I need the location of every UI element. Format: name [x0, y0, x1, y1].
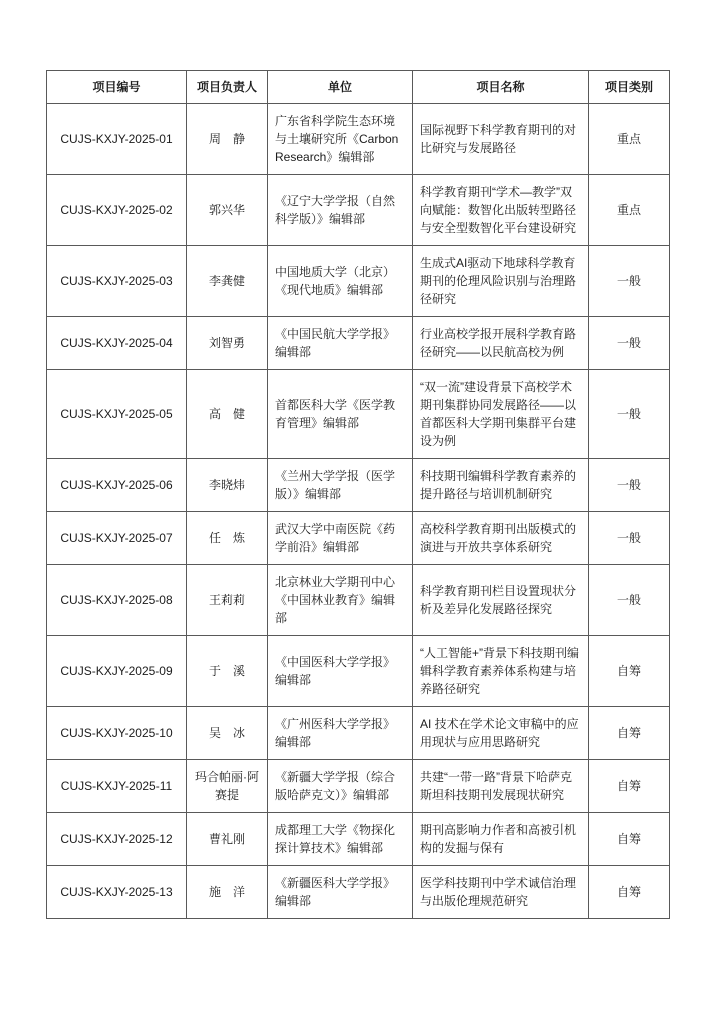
cell-project-id: CUJS-KXJY-2025-12 [47, 813, 187, 866]
cell-project-title: 高校科学教育期刊出版模式的演进与开放共享体系研究 [413, 512, 589, 565]
cell-unit: 北京林业大学期刊中心《中国林业教育》编辑部 [268, 565, 413, 636]
cell-unit: 首都医科大学《医学教育管理》编辑部 [268, 370, 413, 459]
cell-project-leader: 玛合帕丽·阿赛提 [187, 760, 268, 813]
cell-unit: 广东省科学院生态环境与土壤研究所《Carbon Research》编辑部 [268, 104, 413, 175]
table-row [47, 317, 670, 370]
cell-project-leader: 高 健 [187, 370, 268, 459]
table-row [47, 370, 670, 459]
cell-project-id: CUJS-KXJY-2025-04 [47, 317, 187, 370]
cell-project-leader: 李晓炜 [187, 459, 268, 512]
cell-unit: 《中国医科大学学报》编辑部 [268, 636, 413, 707]
cell-project-leader: 于 溪 [187, 636, 268, 707]
cell-project-leader: 吴 冰 [187, 707, 268, 760]
table-row [47, 636, 670, 707]
cell-unit: 成都理工大学《物探化探计算技术》编辑部 [268, 813, 413, 866]
header-project-title: 项目名称 [413, 71, 589, 104]
cell-project-category: 自筹 [589, 760, 670, 813]
cell-unit: 中国地质大学（北京）《现代地质》编辑部 [268, 246, 413, 317]
header-project-category: 项目类别 [589, 71, 670, 104]
cell-unit: 《辽宁大学学报（自然科学版）》编辑部 [268, 175, 413, 246]
cell-project-leader: 曹礼刚 [187, 813, 268, 866]
cell-project-leader: 任 炼 [187, 512, 268, 565]
cell-project-id: CUJS-KXJY-2025-11 [47, 760, 187, 813]
table-header-row [47, 71, 670, 104]
cell-project-id: CUJS-KXJY-2025-01 [47, 104, 187, 175]
cell-unit: 《新疆医科大学学报》编辑部 [268, 866, 413, 919]
cell-unit: 《广州医科大学学报》编辑部 [268, 707, 413, 760]
cell-project-title: 共建“一带一路”背景下哈萨克斯坦科技期刊发展现状研究 [413, 760, 589, 813]
cell-project-id: CUJS-KXJY-2025-05 [47, 370, 187, 459]
table-row [47, 104, 670, 175]
cell-project-id: CUJS-KXJY-2025-09 [47, 636, 187, 707]
cell-project-category: 一般 [589, 246, 670, 317]
table-row [47, 459, 670, 512]
cell-project-leader: 郭兴华 [187, 175, 268, 246]
table-row [47, 760, 670, 813]
cell-project-category: 自筹 [589, 707, 670, 760]
header-project-id: 项目编号 [47, 71, 187, 104]
cell-project-id: CUJS-KXJY-2025-07 [47, 512, 187, 565]
cell-unit: 《新疆大学学报（综合版哈萨克文）》编辑部 [268, 760, 413, 813]
cell-project-title: AI 技术在学术论文审稿中的应用现状与应用思路研究 [413, 707, 589, 760]
table-row [47, 175, 670, 246]
cell-project-title: 科学教育期刊栏目设置现状分析及差异化发展路径探究 [413, 565, 589, 636]
cell-project-category: 重点 [589, 104, 670, 175]
cell-project-leader: 李龚健 [187, 246, 268, 317]
cell-project-category: 一般 [589, 370, 670, 459]
cell-project-id: CUJS-KXJY-2025-10 [47, 707, 187, 760]
cell-project-title: 行业高校学报开展科学教育路径研究——以民航高校为例 [413, 317, 589, 370]
cell-project-category: 一般 [589, 459, 670, 512]
cell-project-category: 重点 [589, 175, 670, 246]
cell-project-leader: 王莉莉 [187, 565, 268, 636]
cell-project-category: 自筹 [589, 813, 670, 866]
cell-project-category: 一般 [589, 317, 670, 370]
cell-project-id: CUJS-KXJY-2025-06 [47, 459, 187, 512]
header-unit: 单位 [268, 71, 413, 104]
cell-project-title: 期刊高影响力作者和高被引机构的发掘与保有 [413, 813, 589, 866]
cell-unit: 《兰州大学学报（医学版）》编辑部 [268, 459, 413, 512]
cell-project-leader: 周 静 [187, 104, 268, 175]
cell-project-title: 国际视野下科学教育期刊的对比研究与发展路径 [413, 104, 589, 175]
cell-unit: 《中国民航大学学报》编辑部 [268, 317, 413, 370]
cell-project-category: 自筹 [589, 866, 670, 919]
project-list-table [46, 70, 670, 919]
cell-project-title: “人工智能+”背景下科技期刊编辑科学教育素养体系构建与培养路径研究 [413, 636, 589, 707]
cell-project-title: “双一流”建设背景下高校学术期刊集群协同发展路径——以首都医科大学期刊集群平台建设为例 [413, 370, 589, 459]
cell-project-title: 生成式AI驱动下地球科学教育期刊的伦理风险识别与治理路径研究 [413, 246, 589, 317]
table-row [47, 707, 670, 760]
cell-project-leader: 施 洋 [187, 866, 268, 919]
table-row [47, 512, 670, 565]
cell-unit: 武汉大学中南医院《药学前沿》编辑部 [268, 512, 413, 565]
cell-project-id: CUJS-KXJY-2025-02 [47, 175, 187, 246]
cell-project-title: 医学科技期刊中学术诚信治理与出版伦理规范研究 [413, 866, 589, 919]
cell-project-category: 一般 [589, 565, 670, 636]
cell-project-id: CUJS-KXJY-2025-03 [47, 246, 187, 317]
cell-project-title: 科学教育期刊“学术—教学”双向赋能：数智化出版转型路径与安全型数智化平台建设研究 [413, 175, 589, 246]
cell-project-leader: 刘智勇 [187, 317, 268, 370]
cell-project-id: CUJS-KXJY-2025-08 [47, 565, 187, 636]
table-row [47, 866, 670, 919]
cell-project-category: 自筹 [589, 636, 670, 707]
table-body [47, 104, 670, 919]
cell-project-id: CUJS-KXJY-2025-13 [47, 866, 187, 919]
table-row [47, 813, 670, 866]
header-project-leader: 项目负责人 [187, 71, 268, 104]
table-row [47, 565, 670, 636]
cell-project-category: 一般 [589, 512, 670, 565]
table-row [47, 246, 670, 317]
cell-project-title: 科技期刊编辑科学教育素养的提升路径与培训机制研究 [413, 459, 589, 512]
